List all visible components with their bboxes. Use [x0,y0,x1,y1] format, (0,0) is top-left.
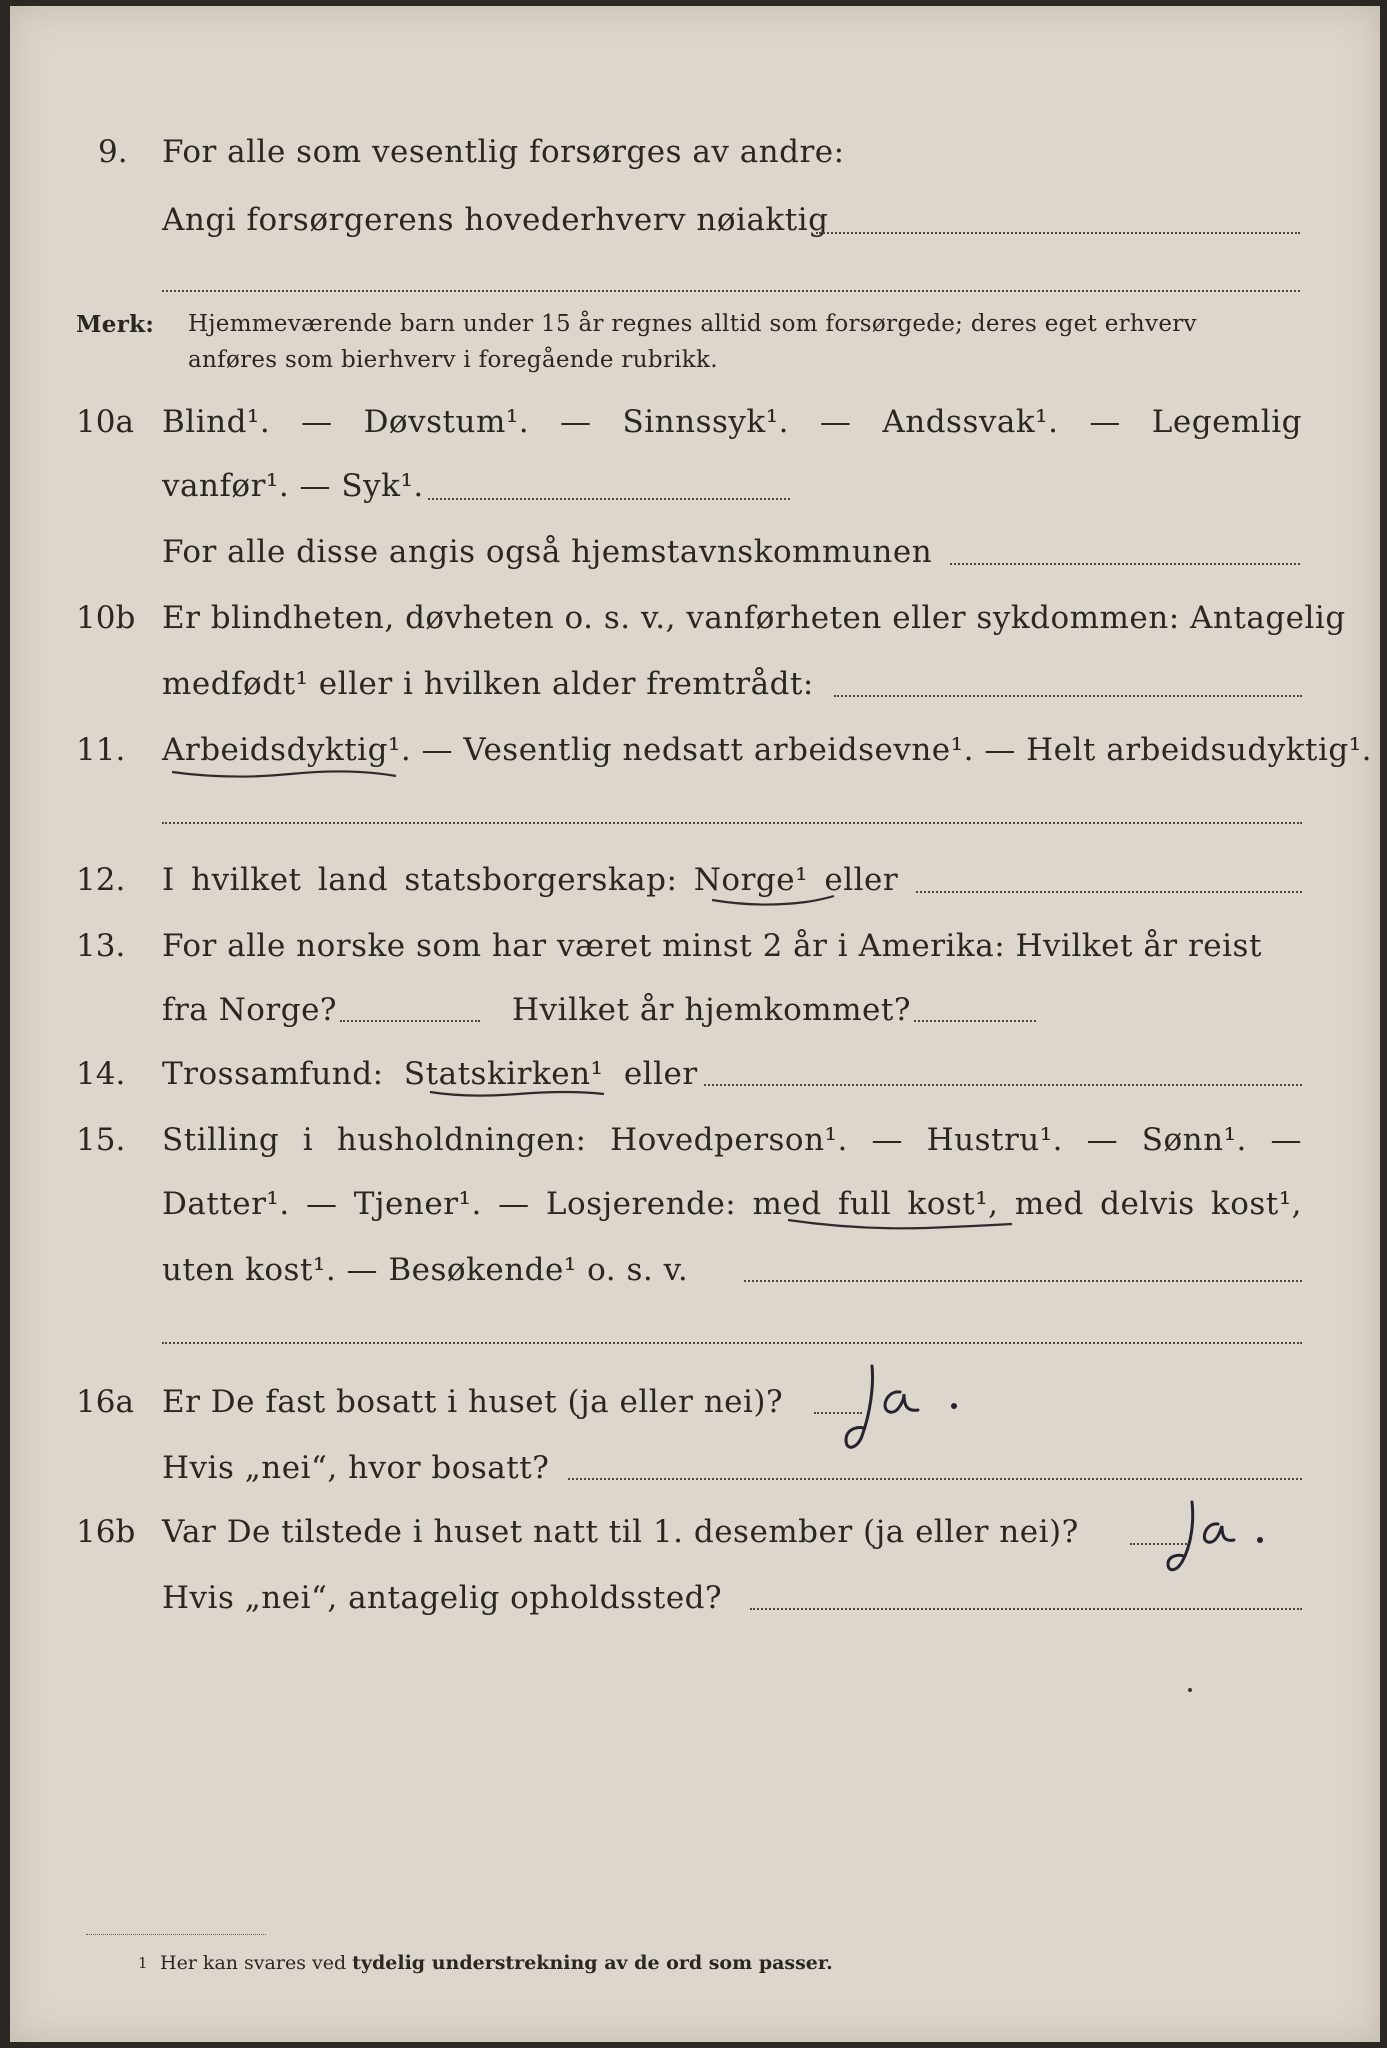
q10a-number: 10a [76,404,134,440]
q10a-answer-field[interactable] [428,498,790,500]
q16b-number: 16b [76,1514,136,1550]
census-form-page [10,6,1380,2042]
q16a-residence-field[interactable] [568,1478,1302,1480]
q15-answer-field-2[interactable] [162,1342,1302,1344]
q11-line1: Arbeidsdyktig¹. — Vesentlig nedsatt arbeidsevne¹. — Helt arbeidsudyktig¹. [162,732,1373,768]
q11-number: 11. [76,732,126,768]
q16a-number: 16a [76,1384,134,1420]
q14-line1: Trossamfund: Statskirken¹ eller [162,1056,698,1092]
merk-line1: Hjemmeværende barn under 15 år regnes alltid som forsørgede; deres eget erhverv [188,311,1197,337]
q14-number: 14. [76,1056,126,1092]
merk-line2: anføres som bierhverv i foregående rubrikk. [188,347,718,373]
q15-handwritten-underline [786,1212,1016,1238]
q10b-number: 10b [76,600,136,636]
q12-number: 12. [76,862,126,898]
footnote-mark: 1 [138,1954,148,1972]
q9-answer-field-2[interactable] [162,290,1300,292]
q13-line1: For alle norske som har været minst 2 år i Amerika: Hvilket år reist [162,928,1262,964]
q10a-line1: Blind¹. — Døvstum¹. — Sinnssyk¹. — Andssvak¹. — Legemlig [162,404,1302,440]
q16b-line1: Var De tilstede i huset natt til 1. desember (ja eller nei)? [162,1514,1079,1550]
q12-line1: I hvilket land statsborgerskap: Norge¹ eller [162,862,899,898]
q10b-line1: Er blindheten, døvheten o. s. v., vanførheten eller sykdommen: Antagelig [162,600,1346,636]
q12-answer-field[interactable] [916,891,1302,893]
q13-departure-year-field[interactable] [340,1020,480,1022]
merk-label: Merk: [76,311,155,338]
q10a-municipality-field[interactable] [950,563,1300,565]
q13-line2a: fra Norge? [162,992,338,1028]
svg-text:Ja.: Ja. [1160,1496,1162,1497]
q9-number: 9. [98,134,128,170]
q14-answer-field[interactable] [704,1084,1302,1086]
q15-line2: Datter¹. — Tjener¹. — Losjerende: med full kost¹, med delvis kost¹, [162,1186,1302,1222]
q15-answer-field[interactable] [744,1280,1302,1282]
q11-handwritten-underline [170,760,400,784]
footnote-rule [86,1934,266,1935]
q16a-line1: Er De fast bosatt i huset (ja eller nei)? [162,1384,784,1420]
q13-return-year-field[interactable] [914,1020,1036,1022]
svg-text:Ja.: Ja. [840,1356,842,1357]
q10b-answer-field[interactable] [834,695,1302,697]
q15-line1: Stilling i husholdningen: Hovedperson¹. — Hustru¹. — Sønn¹. — [162,1122,1302,1158]
footnote-text [160,1952,833,1974]
q16b-handwritten-answer [1160,1496,1280,1586]
q10a-line3: For alle disse angis også hjemstavnskommunen [162,534,933,570]
q12-handwritten-underline [710,890,840,914]
footnote-text-bold: tydelig understrekning av de ord som passer. [352,1952,833,1974]
q13-line2b: Hvilket år hjemkommet? [512,992,911,1028]
q13-number: 13. [76,928,126,964]
q9-answer-field[interactable] [816,232,1300,234]
q9-line2: Angi forsørgerens hovederhverv nøiaktig [162,202,829,238]
q16b-location-field[interactable] [750,1608,1302,1610]
q15-number: 15. [76,1122,126,1158]
pencil-dot [1188,1688,1192,1692]
footnote-text-plain: Her kan svares ved [160,1952,347,1974]
q16b-line2: Hvis „nei“, antagelig opholdssted? [162,1580,723,1616]
q10b-line2: medfødt¹ eller i hvilken alder fremtrådt: [162,666,814,702]
q11-answer-field[interactable] [162,822,1302,824]
q15-line3: uten kost¹. — Besøkende¹ o. s. v. [162,1252,689,1288]
q16a-line2: Hvis „nei“, hvor bosatt? [162,1450,550,1486]
q14-handwritten-underline [428,1082,608,1106]
q9-line1: For alle som vesentlig forsørges av andre: [162,134,845,170]
q16a-handwritten-answer [840,1356,970,1462]
q10a-line2: vanfør¹. — Syk¹. [162,468,424,504]
